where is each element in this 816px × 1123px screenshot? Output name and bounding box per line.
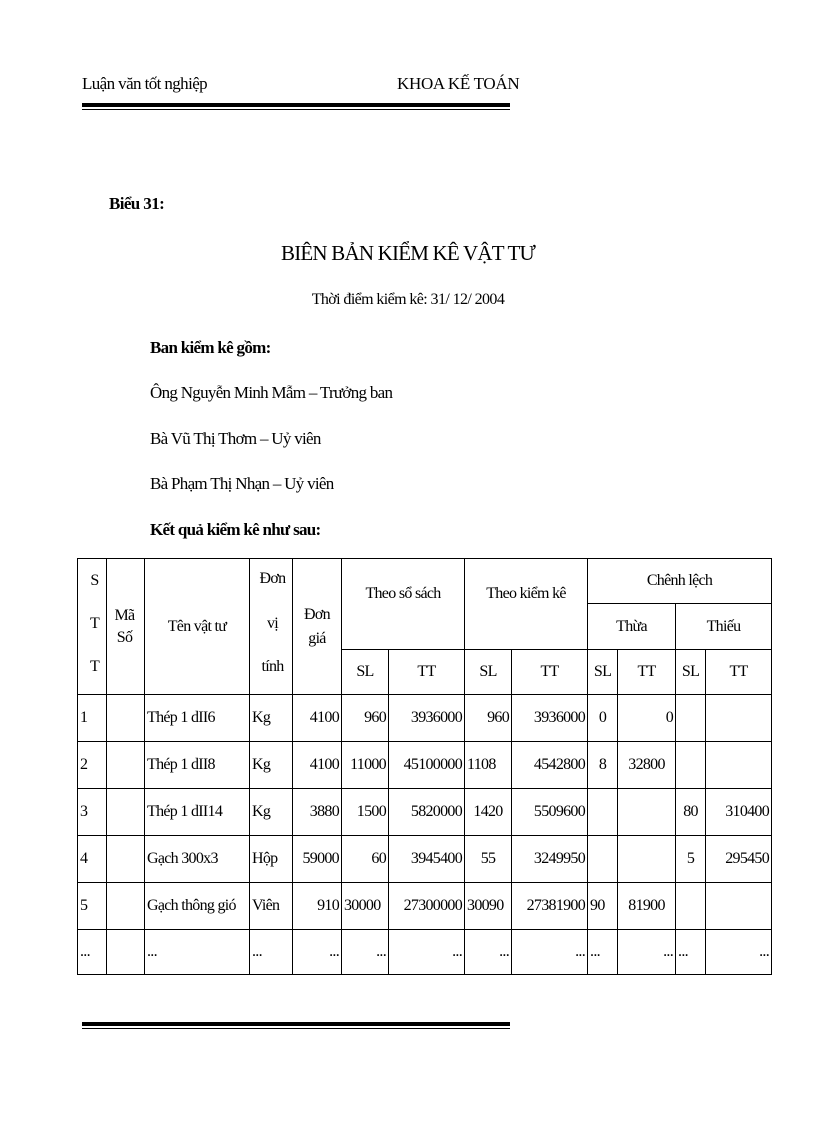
cell-sl: [588, 789, 618, 836]
cell-sl: ...: [465, 930, 512, 975]
cell-stt: 1: [78, 695, 107, 742]
cell-sl: 1108: [465, 742, 512, 789]
cell-don-gia: 910: [293, 883, 342, 930]
cell-tt: 45100000: [389, 742, 465, 789]
header-ma-so: Mã Số: [107, 559, 145, 695]
cell-sl: 1420: [465, 789, 512, 836]
header-left-text: Luận văn tốt nghiệp: [82, 74, 208, 93]
header-rule-thick: [82, 103, 510, 107]
board-member: Ông Nguyễn Minh Mẫm – Trưởng ban: [150, 383, 393, 402]
cell-sl: 0: [588, 695, 618, 742]
document-subtitle: Thời điểm kiểm kê: 31/ 12/ 2004: [311, 291, 505, 308]
cell-stt: 2: [78, 742, 107, 789]
cell-ten-vat-tu: Thép 1 dII14: [145, 789, 250, 836]
cell-tt: 5820000: [389, 789, 465, 836]
inventory-table: [77, 558, 772, 975]
cell-sl: [676, 695, 706, 742]
table-row: [78, 836, 772, 883]
header-don-vi-tinh: Đơn vị tính: [250, 559, 293, 695]
cell-tt: [706, 695, 772, 742]
cell-tt: 310400: [706, 789, 772, 836]
cell-stt: 3: [78, 789, 107, 836]
cell-don-vi-tinh: Kg: [250, 789, 293, 836]
cell-stt: ...: [78, 930, 107, 975]
cell-don-vi-tinh: Kg: [250, 742, 293, 789]
cell-tt: 27300000: [389, 883, 465, 930]
header-thieu: Thiếu: [676, 604, 772, 650]
cell-sl: [676, 742, 706, 789]
cell-sl: ...: [676, 930, 706, 975]
cell-ma-so: [107, 930, 145, 975]
cell-sl: 11000: [342, 742, 389, 789]
cell-tt: [706, 742, 772, 789]
cell-tt: 3936000: [389, 695, 465, 742]
board-heading: Ban kiểm kê gồm:: [150, 338, 271, 357]
cell-tt: 5509600: [512, 789, 588, 836]
cell-tt: 295450: [706, 836, 772, 883]
header-tt: TT: [512, 650, 588, 695]
header-chenh-lech: Chênh lệch: [588, 559, 772, 604]
footer-rule-thin: [82, 1028, 510, 1029]
cell-stt: 4: [78, 836, 107, 883]
table-row: [78, 883, 772, 930]
cell-sl: ...: [588, 930, 618, 975]
cell-ma-so: [107, 695, 145, 742]
cell-sl: 8: [588, 742, 618, 789]
cell-tt: ...: [618, 930, 676, 975]
cell-tt: 0: [618, 695, 676, 742]
cell-ten-vat-tu: Thép 1 dII6: [145, 695, 250, 742]
header-sl: SL: [676, 650, 706, 695]
cell-sl: 80: [676, 789, 706, 836]
cell-don-vi-tinh: ...: [250, 930, 293, 975]
cell-ma-so: [107, 742, 145, 789]
cell-stt: 5: [78, 883, 107, 930]
cell-ma-so: [107, 836, 145, 883]
cell-sl: 30090: [465, 883, 512, 930]
header-don-gia: Đơn giá: [293, 559, 342, 695]
cell-tt: 3936000: [512, 695, 588, 742]
cell-don-vi-tinh: Kg: [250, 695, 293, 742]
cell-tt: 32800: [618, 742, 676, 789]
cell-don-gia: 4100: [293, 695, 342, 742]
figure-label: Biểu 31:: [109, 194, 165, 213]
cell-ten-vat-tu: ...: [145, 930, 250, 975]
header-ten-vat-tu: Tên vật tư: [145, 559, 250, 695]
table-row: [78, 789, 772, 836]
cell-sl: 960: [465, 695, 512, 742]
header-thua: Thừa: [588, 604, 676, 650]
header-sl: SL: [588, 650, 618, 695]
cell-sl: 90: [588, 883, 618, 930]
result-heading: Kết quả kiểm kê như sau:: [150, 520, 321, 539]
header-tt: TT: [706, 650, 772, 695]
header-tt: TT: [389, 650, 465, 695]
cell-tt: [618, 789, 676, 836]
cell-sl: [588, 836, 618, 883]
table-row: [78, 742, 772, 789]
cell-tt: ...: [706, 930, 772, 975]
cell-tt: 3249950: [512, 836, 588, 883]
cell-don-gia: 59000: [293, 836, 342, 883]
cell-tt: ...: [389, 930, 465, 975]
cell-tt: ...: [512, 930, 588, 975]
cell-ten-vat-tu: Gạch 300x3: [145, 836, 250, 883]
header-rule-thin: [82, 109, 510, 110]
header-tt: TT: [618, 650, 676, 695]
header-theo-so-sach: Theo sổ sách: [342, 559, 465, 650]
cell-tt: [706, 883, 772, 930]
cell-tt: [618, 836, 676, 883]
cell-tt: 81900: [618, 883, 676, 930]
cell-sl: 5: [676, 836, 706, 883]
header-sl: SL: [342, 650, 389, 695]
header-right-text: KHOA KẾ TOÁN: [397, 74, 520, 93]
table-row: [78, 695, 772, 742]
cell-tt: 3945400: [389, 836, 465, 883]
cell-tt: 4542800: [512, 742, 588, 789]
cell-sl: 60: [342, 836, 389, 883]
cell-don-gia: 3880: [293, 789, 342, 836]
cell-sl: 30000: [342, 883, 389, 930]
footer-rule-thick: [82, 1022, 510, 1026]
cell-don-gia: ...: [293, 930, 342, 975]
cell-sl: [676, 883, 706, 930]
header-theo-kiem-ke: Theo kiểm kê: [465, 559, 588, 650]
cell-don-gia: 4100: [293, 742, 342, 789]
cell-tt: 27381900: [512, 883, 588, 930]
board-member: Bà Phạm Thị Nhạn – Uỷ viên: [150, 474, 334, 493]
cell-sl: 1500: [342, 789, 389, 836]
header-sl: SL: [465, 650, 512, 695]
cell-sl: 960: [342, 695, 389, 742]
document-title: BIÊN BẢN KIỂM KÊ VẬT TƯ: [281, 241, 535, 265]
cell-ten-vat-tu: Gạch thông gió: [145, 883, 250, 930]
cell-sl: ...: [342, 930, 389, 975]
header-stt: S T T: [78, 559, 107, 695]
cell-don-vi-tinh: Hộp: [250, 836, 293, 883]
cell-ten-vat-tu: Thép 1 dII8: [145, 742, 250, 789]
cell-ma-so: [107, 789, 145, 836]
cell-sl: 55: [465, 836, 512, 883]
board-member: Bà Vũ Thị Thơm – Uỷ viên: [150, 429, 321, 448]
table-row: [78, 930, 772, 975]
cell-don-vi-tinh: Viên: [250, 883, 293, 930]
cell-ma-so: [107, 883, 145, 930]
